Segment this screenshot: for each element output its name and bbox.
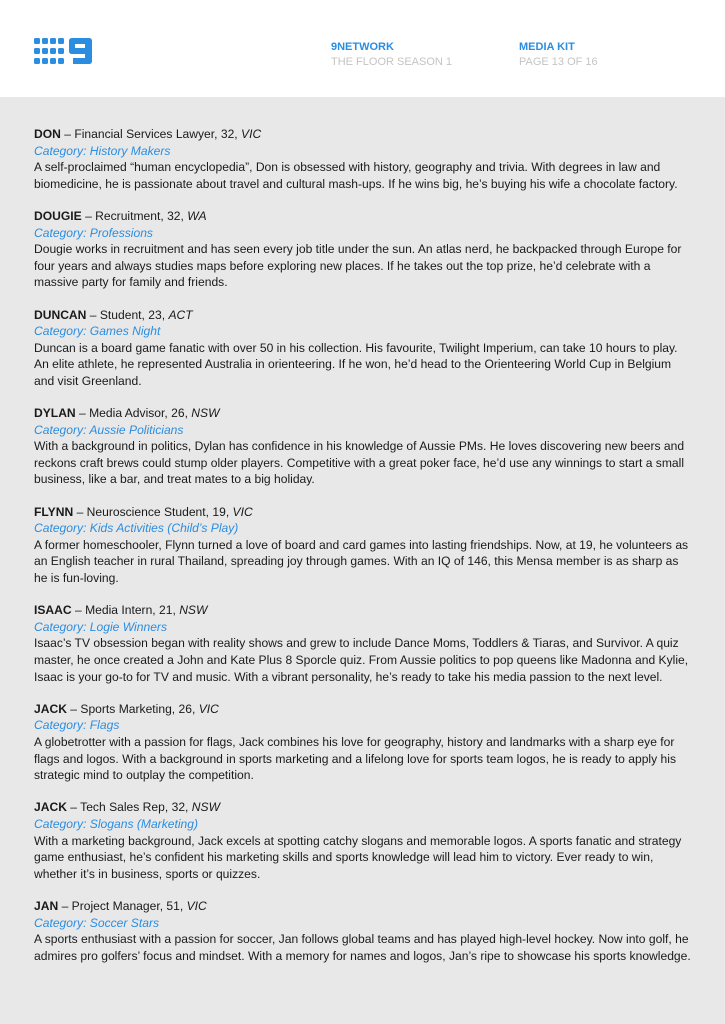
contestant-entry <box>34 701 694 784</box>
contestant-description: Duncan is a board game fanatic with over 50 in his collection. His favourite, Twilight Imperium, can take 10 hours to play. An elite athlete, he represented Australia in orienteering. If he won, he’d head to the Orienteering World Cup in Belgium and visit Greenland. <box>34 340 678 388</box>
contestant-name: JACK <box>34 701 67 716</box>
contestant-role: – Media Advisor, 26, <box>75 406 192 421</box>
contestant-role: – Project Manager, 51, <box>58 898 187 913</box>
contestant-title <box>34 504 694 521</box>
contestant-entry <box>34 799 694 882</box>
contestant-name: JACK <box>34 800 67 815</box>
contestant-title <box>34 799 694 816</box>
contestant-state: VIC <box>186 898 207 913</box>
contestant-category: Category: Kids Activities (Child’s Play) <box>34 521 239 536</box>
contestant-category: Category: Soccer Stars <box>34 915 160 930</box>
contestant-description: With a marketing background, Jack excels at spotting catchy slogans and memorable logos. A sports fanatic and strategy game enthusiast, he’s confident his marketing skills and sports knowledge will lead him to victory. Ever ready to win, whether it’s in business, sports or quizzes. <box>34 833 682 881</box>
header-mediakit-block <box>519 40 598 70</box>
contestant-state: NSW <box>191 800 220 815</box>
contestant-state: ACT <box>168 307 193 322</box>
contestant-role: – Neuroscience Student, 19, <box>73 504 233 519</box>
contestant-role: – Media Intern, 21, <box>71 603 180 618</box>
contestant-state: WA <box>187 208 207 223</box>
contestant-name: DUNCAN <box>34 307 87 322</box>
contestant-state: NSW <box>191 406 220 421</box>
contestant-title <box>34 208 694 225</box>
contestant-title <box>34 602 694 619</box>
contestant-category: Category: Logie Winners <box>34 619 167 634</box>
contestant-name: DYLAN <box>34 406 76 421</box>
contestant-title <box>34 701 694 718</box>
contestant-name: ISAAC <box>34 603 72 618</box>
contestant-state: VIC <box>241 127 262 141</box>
contestant-category: Category: History Makers <box>34 143 171 158</box>
contestant-title <box>34 405 694 422</box>
contestant-category: Category: Flags <box>34 718 120 733</box>
contestant-description: A former homeschooler, Flynn turned a love of board and card games into lasting friendships. Now, at 19, he volunteers as an English teacher in rural Thailand, spreading joy through games. With an IQ of 146, this Mensa member is as sharp as he is fun-loving. <box>34 537 689 586</box>
contestant-name: DON <box>34 127 61 141</box>
contestant-entry <box>34 307 694 390</box>
contestant-state: NSW <box>179 603 208 618</box>
page-header <box>0 0 725 97</box>
contestant-role: – Tech Sales Rep, 32, <box>66 800 192 815</box>
contestant-role: – Recruitment, 32, <box>81 208 188 223</box>
contestant-title <box>34 126 694 143</box>
contestant-description: Dougie works in recruitment and has seen every job title under the sun. An atlas nerd, he backpacked through Europe for four years and always studies maps before exploring new places. If he takes out the top prize, he’d celebrate with a massive party for family and friends. <box>34 242 682 290</box>
contestant-entry <box>34 504 694 587</box>
contestant-state: VIC <box>232 504 253 519</box>
header-show-name: THE FLOOR SEASON 1 <box>331 56 453 68</box>
contestant-description: A globetrotter with a passion for flags, Jack combines his love for geography, history and landmarks with a sharp eye for flags and logos. With a background in sports marketing and a lifelong love for sports team logos, he is ready to apply his strategic mind to outplay the competition. <box>34 734 676 783</box>
contestant-category: Category: Slogans (Marketing) <box>34 816 199 831</box>
header-network-block <box>331 40 452 70</box>
contestant-description: A sports enthusiast with a passion for soccer, Jan follows global teams and has played high-level hockey. Now into golf, he admires pro golfers’ focus and mindset. With a memory for names and logos, Jan’s ripe to showcase his sports knowledge. <box>34 932 691 963</box>
contestant-description: Isaac’s TV obsession began with reality shows and grew to include Dance Moms, Toddlers & Tiaras, and Survivor. A quiz master, he once created a John and Kate Plus 8 Sporcle quiz. From Aussie politics to pop queens like Madonna and Kylie, Isaac is your go-to for TV and music. With a vibrant personality, he’s ready to take his media passion to the next level. <box>34 636 689 684</box>
contestant-entry <box>34 898 694 964</box>
contestant-entry <box>34 208 694 291</box>
header-page-number: PAGE 13 OF 16 <box>519 56 598 68</box>
contestant-description: A self-proclaimed “human encyclopedia”, Don is obsessed with history, geography and trivia. With degrees in law and biomedicine, he is passionate about travel and cultural mash-ups. If he wins big, he’s buying his wife a chocolate factory. <box>34 160 678 191</box>
contestant-name: DOUGIE <box>34 208 82 223</box>
contestant-entry <box>34 602 694 685</box>
header-mediakit-title: MEDIA KIT <box>519 41 575 53</box>
contestant-entry <box>34 126 694 192</box>
contestant-category: Category: Aussie Politicians <box>34 422 184 437</box>
contestant-state: VIC <box>198 701 219 716</box>
nine-network-logo-icon <box>34 38 94 64</box>
header-network-title: 9NETWORK <box>331 41 394 53</box>
contestant-role: – Student, 23, <box>86 307 169 322</box>
contestant-title <box>34 898 694 915</box>
contestant-name: FLYNN <box>34 504 74 519</box>
contestant-title <box>34 307 694 324</box>
contestant-name: JAN <box>34 898 59 913</box>
contestant-entry <box>34 405 694 488</box>
contestant-role: – Financial Services Lawyer, 32, <box>60 127 242 141</box>
contestant-role: – Sports Marketing, 26, <box>66 701 199 716</box>
contestant-category: Category: Games Night <box>34 324 161 339</box>
contestant-category: Category: Professions <box>34 225 153 240</box>
contestant-list <box>34 126 694 980</box>
contestant-description: With a background in politics, Dylan has confidence in his knowledge of Aussie PMs. He loves discovering new beers and reckons craft brews could stump older players. Competitive with a great poker face, he’d use any winnings to start a small business, like a bar, and treat mates to a big holiday. <box>34 439 685 487</box>
